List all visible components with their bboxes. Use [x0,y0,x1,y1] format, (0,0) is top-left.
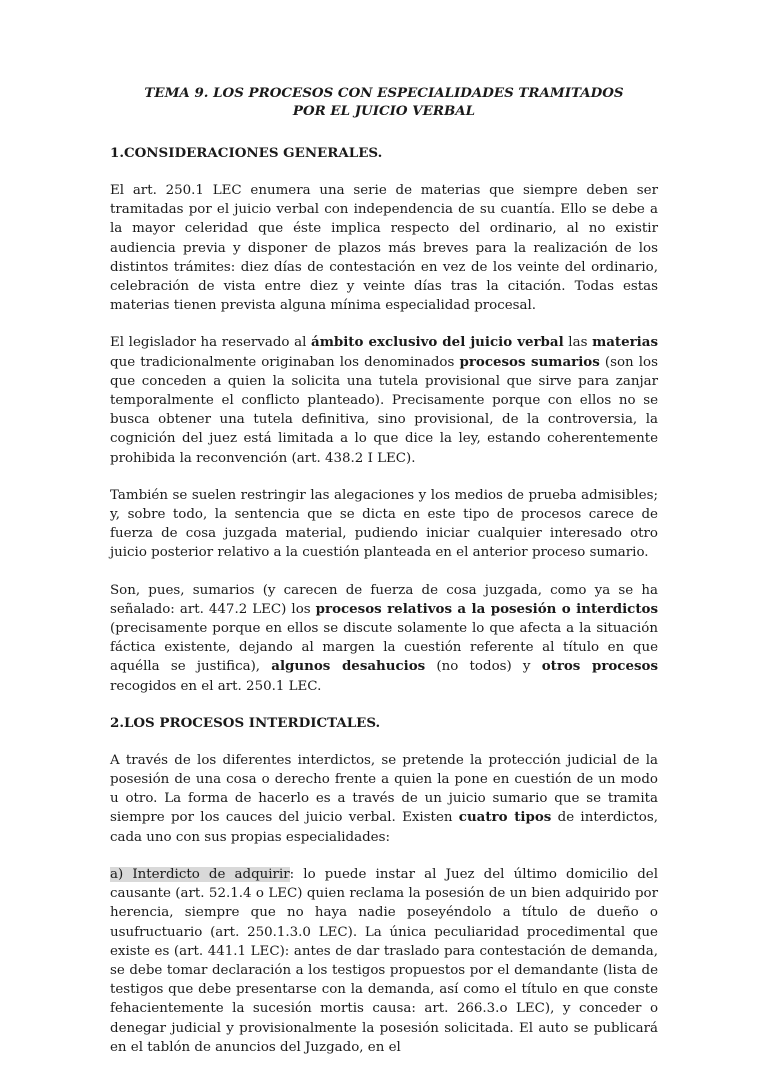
section-heading-2: 2.LOS PROCESOS INTERDICTALES. [110,714,381,731]
paragraph-4: Son, pues, sumarios (y carecen de fuerza de cosa juzgada, como ya se ha señalado: art. 447.2 LEC) los procesos relativos a la posesión o interdictos (precisamente porque en ellos se discute solamente lo que afecta a la situación fáctica existente, dejando al margen la cuestión referente al título en que aquélla se justifica), algunos desahucios (no todos) y otros procesos recogidos en el art. 250.1 LEC. [110,582,658,694]
highlighted-term: a) Interdicto de adquirir [110,866,290,882]
paragraph-1: El art. 250.1 LEC enumera una serie de materias que siempre deben ser tramitadas por el juicio verbal con independencia de su cuantía. Ello se debe a la mayor celeridad que éste implica respecto del ordinario, al no existir audiencia previa y disponer de plazos más breves para la realización de los distintos trámites: diez días de contestación en vez de los veinte del ordinario, celebración de vista entre diez y veinte días tras la citación. Todas estas materias tienen prevista alguna mínima especialidad procesal. [110,183,658,314]
section-heading-1: 1.CONSIDERACIONES GENERALES. [110,145,383,161]
document-page [110,84,658,1075]
paragraph-2: El legislador ha reservado al ámbito exclusivo del juicio verbal las materias que tradicionalmente originaban los denominados procesos sumarios (son los que conceden a quien la solicita una tutela provisional que sirve para zanjar temporalmente el conflicto planteado). Precisamente porque con ellos no se busca obtener una tutela definitiva, sino provisional, de la controversia, la cognición del juez está limitada a lo que dice la ley, estando coherentemente prohibida la reconvención (art. 438.2 I LEC). [110,334,658,466]
paragraph-3: También se suelen restringir las alegaciones y los medios de prueba admisibles; y, sobre todo, la sentencia que se dicta en este tipo de procesos carece de fuerza de cosa juzgada material, pudiendo iniciar cualquier interesado otro juicio posterior relativo a la cuestión planteada en el anterior proceso sumario. [110,487,658,561]
paragraph-6: a) Interdicto de adquirir: lo puede instar al Juez del último domicilio del causante (art. 52.1.4 o LEC) quien reclama la posesión de un bien adquirido por herencia, siempre que no haya nadie poseyéndolo a título de dueño o usufructuario (art. 250.1.3.0 LEC). La única peculiaridad procedimental que existe es (art. 441.1 LEC): antes de dar traslado para contestación de demanda, se debe tomar declaración a los testigos propuestos por el demandante (lista de testigos que debe presentarse con la demanda, así como el título en que conste fehacientemente la sucesión mortis causa: art. 266.3.o LEC), y conceder o denegar judicial y provisionalmente la posesión solicitada. El auto se publicará en el tablón de anuncios del Juzgado, en el [110,866,658,1055]
document-title: TEMA 9. LOS PROCESOS CON ESPECIALIDADES TRAMITADOS POR EL JUICIO VERBAL [144,85,624,119]
paragraph-5: A través de los diferentes interdictos, se pretende la protección judicial de la posesión de una cosa o derecho frente a quien la pone en cuestión de un modo u otro. La forma de hacerlo es a través de un juicio sumario que se tramita siempre por los cauces del juicio verbal. Existen cuatro tipos de interdictos, cada uno con sus propias especialidades: [110,752,658,845]
